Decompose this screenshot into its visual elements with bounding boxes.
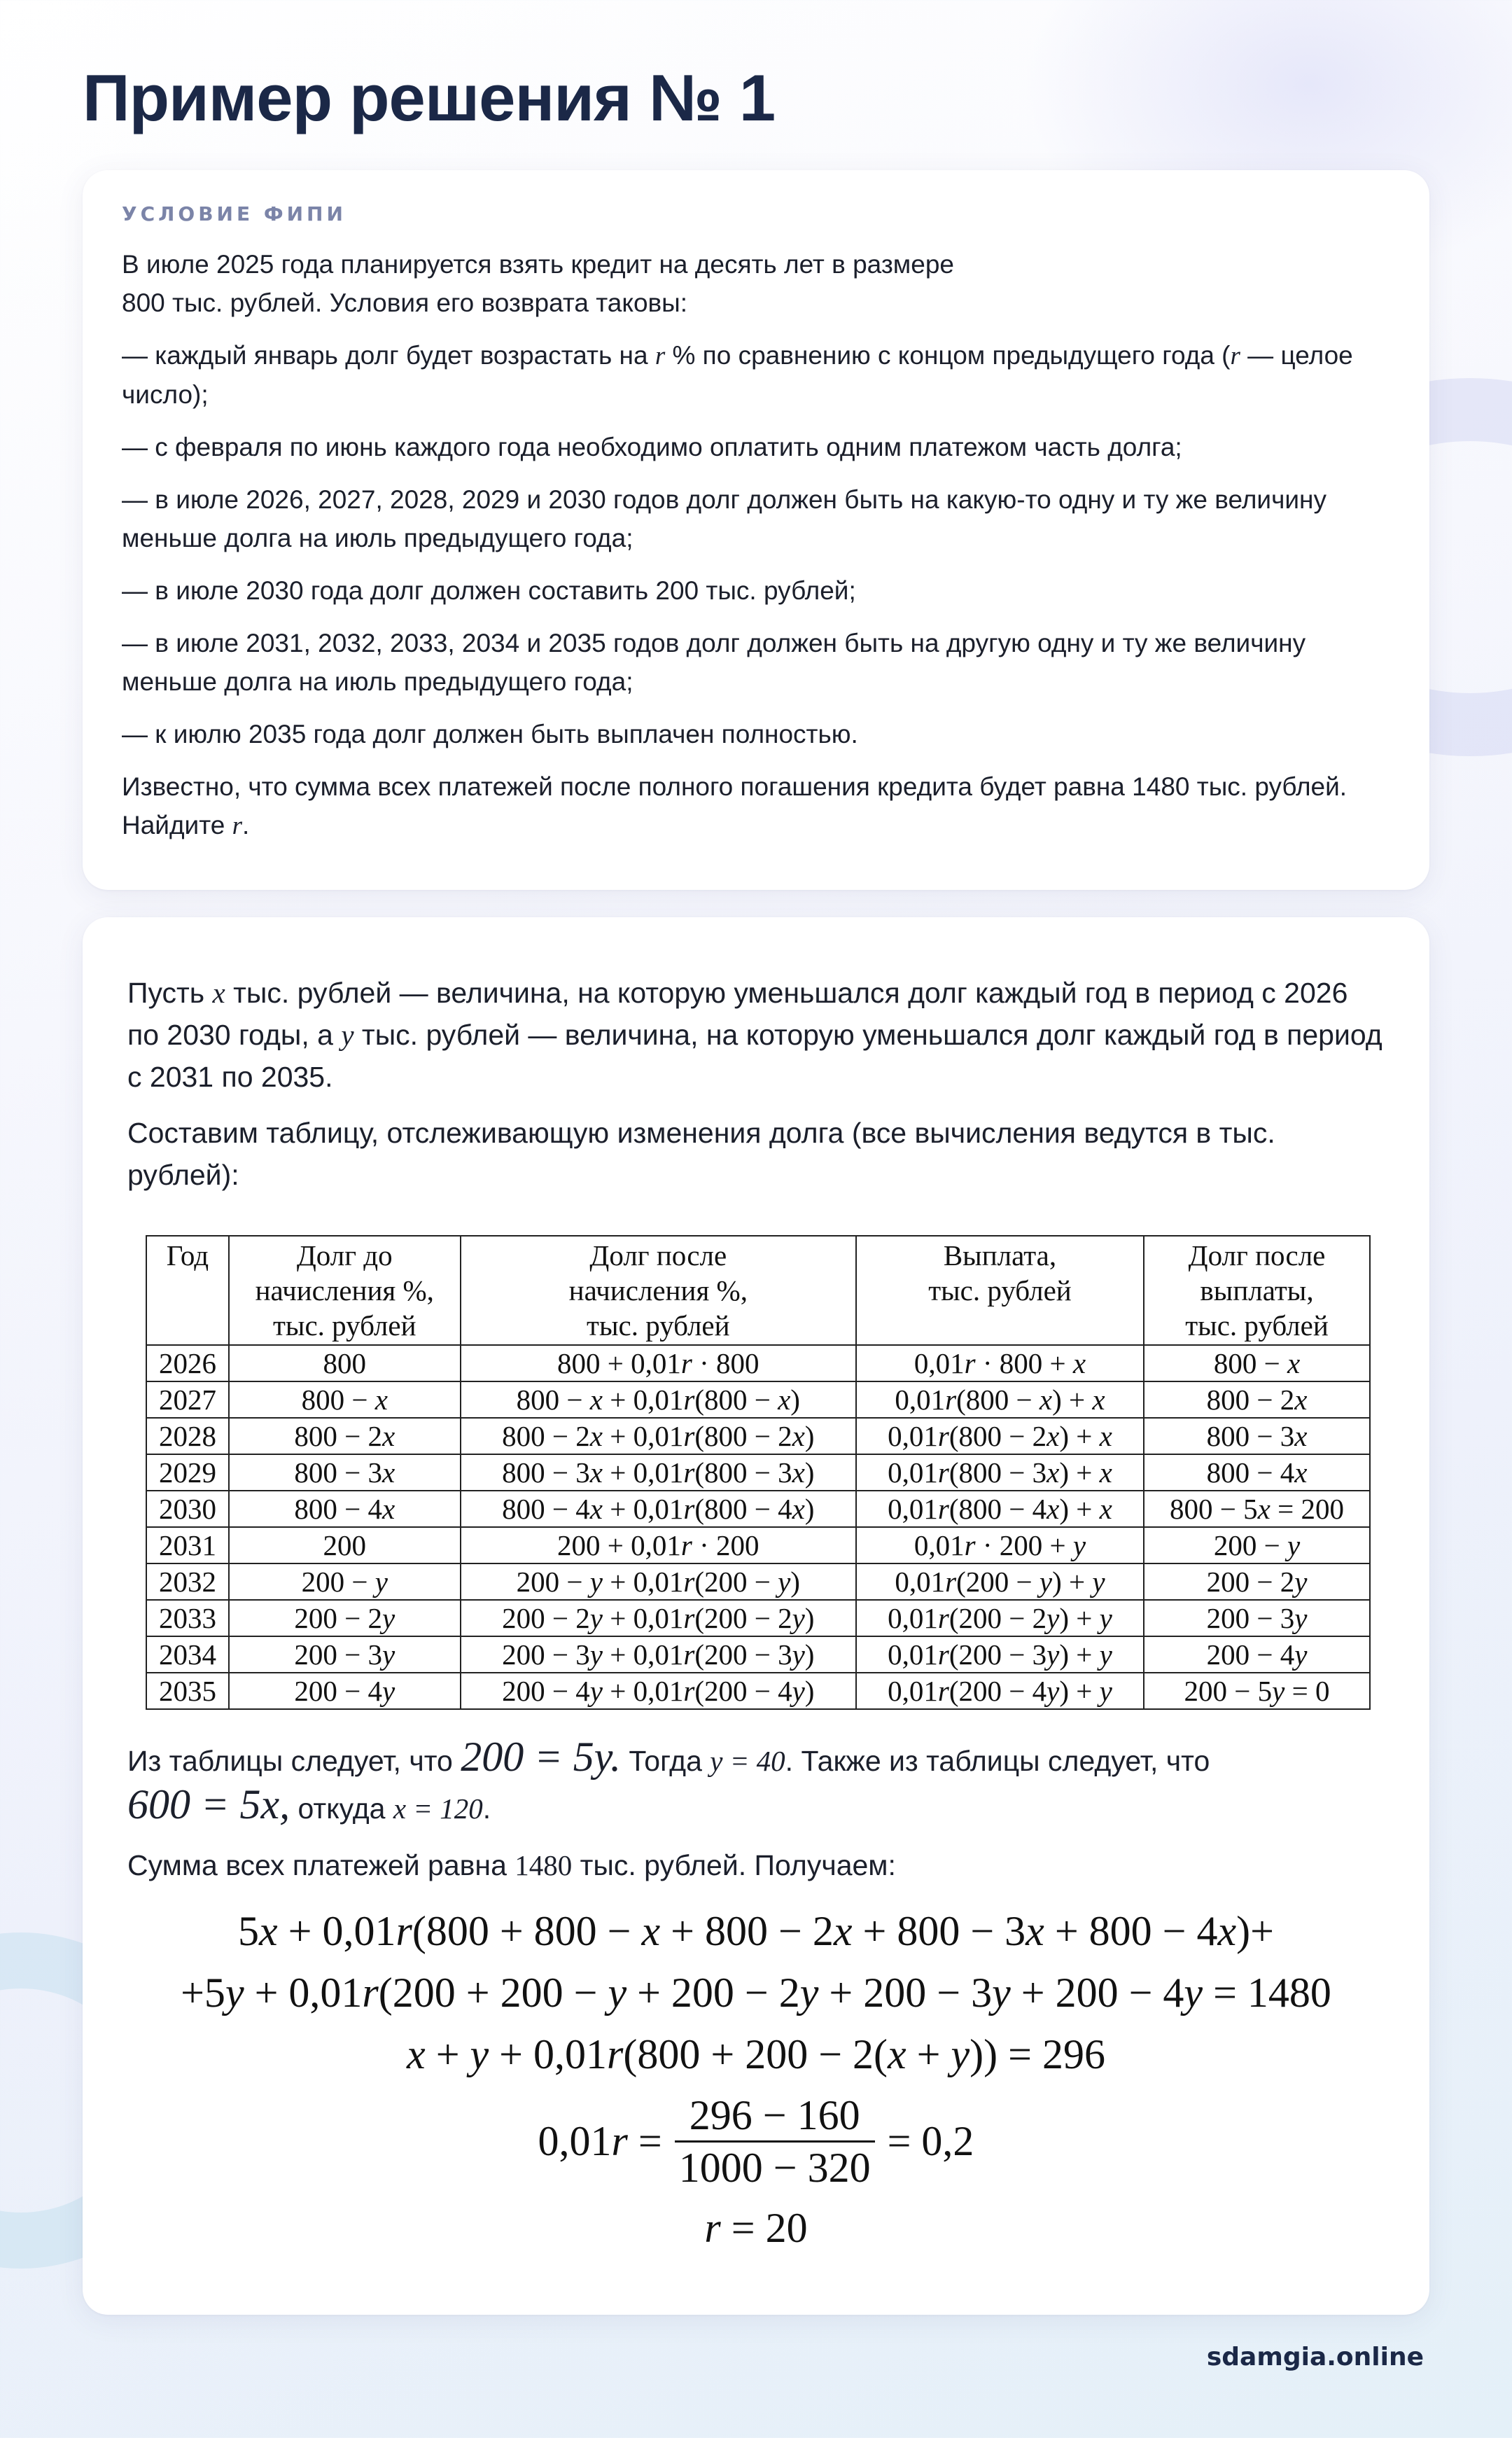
table-row (146, 1527, 1370, 1563)
equation-4-rhs: = 0,2 (887, 2117, 974, 2164)
table-cell: 200 − y (1144, 1527, 1370, 1563)
table-cell: 800 − 3x (1144, 1418, 1370, 1454)
table-cell: 200 − 3y (1144, 1600, 1370, 1636)
table-cell: 200 − 4y + 0,01r(200 − 4y) (461, 1673, 856, 1709)
table-cell: 2033 (146, 1600, 229, 1636)
table-cell: 800 − 2x (1144, 1381, 1370, 1418)
table-cell: 800 − x (229, 1381, 461, 1418)
debt-table (146, 1235, 1371, 1710)
condition-paragraph-1: В июле 2025 года планируется взять кредит на десять лет в размере 800 тыс. рублей. Условия его возврата таковы: (122, 250, 954, 317)
table-header-cell: Долг после выплаты, тыс. рублей (1144, 1236, 1370, 1345)
condition-paragraph-3: — с февраля по июнь каждого года необходимо оплатить одним платежом часть долга; (122, 433, 1182, 461)
condition-card (83, 170, 1429, 890)
table-header-cell: Выплата, тыс. рублей (856, 1236, 1144, 1345)
table-cell: 0,01r(800 − 4x) + x (856, 1491, 1144, 1527)
table-header-cell: Год (146, 1236, 229, 1345)
table-cell: 800 (229, 1345, 461, 1381)
table-cell: 800 + 0,01r · 800 (461, 1345, 856, 1381)
table-cell: 0,01r(200 − 3y) + y (856, 1636, 1144, 1673)
table-cell: 200 − 2y + 0,01r(200 − 2y) (461, 1600, 856, 1636)
condition-label: УСЛОВИЕ ФИПИ (122, 202, 346, 225)
table-cell: 800 − x + 0,01r(800 − x) (461, 1381, 856, 1418)
table-cell: 800 − 3x + 0,01r(800 − 3x) (461, 1454, 856, 1491)
table-row (146, 1418, 1370, 1454)
table-cell: 2027 (146, 1381, 229, 1418)
solution-paragraph-4: Сумма всех платежей равна 1480 тыс. рублей. Получаем: (127, 1849, 896, 1881)
table-cell: 0,01r(800 − 3x) + x (856, 1454, 1144, 1491)
table-cell: 0,01r(200 − 4y) + y (856, 1673, 1144, 1709)
table-cell: 0,01r(200 − 2y) + y (856, 1600, 1144, 1636)
fraction (675, 2093, 875, 2190)
table-cell: 800 − 2x (229, 1418, 461, 1454)
table-cell: 200 − 4y (229, 1673, 461, 1709)
table-cell: 2028 (146, 1418, 229, 1454)
table-cell: 800 − 4x + 0,01r(800 − 4x) (461, 1491, 856, 1527)
table-cell: 200 + 0,01r · 200 (461, 1527, 856, 1563)
table-cell: 2026 (146, 1345, 229, 1381)
fraction-denominator: 1000 − 320 (675, 2140, 875, 2190)
solution-paragraph-2: Составим таблицу, отслеживающую изменения долга (все вычисления ведутся в тыс. рублей): (127, 1117, 1275, 1191)
table-cell: 800 − 5x = 200 (1144, 1491, 1370, 1527)
table-row (146, 1454, 1370, 1491)
table-row (146, 1673, 1370, 1709)
solution-card (83, 917, 1429, 2315)
table-cell: 800 − 2x + 0,01r(800 − 2x) (461, 1418, 856, 1454)
table-row (146, 1345, 1370, 1381)
table-row (146, 1636, 1370, 1673)
condition-paragraph-2: — каждый январь долг будет возрастать на r % по сравнению с концом предыдущего года (r — целое число); (122, 341, 1353, 409)
equation-line-3: x + y + 0,01r(800 + 200 − 2(x + y)) = 296 (407, 2031, 1105, 2077)
table-cell: 200 − 2y (1144, 1563, 1370, 1600)
table-cell: 200 − 5y = 0 (1144, 1673, 1370, 1709)
table-row (146, 1563, 1370, 1600)
table-cell: 800 − 3x (229, 1454, 461, 1491)
table-cell: 200 − y + 0,01r(200 − y) (461, 1563, 856, 1600)
table-cell: 0,01r · 800 + x (856, 1345, 1144, 1381)
table-row (146, 1600, 1370, 1636)
table-row (146, 1381, 1370, 1418)
table-cell: 2031 (146, 1527, 229, 1563)
debt-table-header-row (146, 1236, 1370, 1345)
table-cell: 0,01r · 200 + y (856, 1527, 1144, 1563)
solution-paragraph-3: Из таблицы следует, что 200 = 5y. Тогда y = 40. Также из таблицы следует, что 600 = 5x, откуда x = 120. (127, 1734, 1210, 1827)
page-title: Пример решения № 1 (83, 61, 776, 134)
equation-line-4 (127, 2085, 1385, 2197)
condition-paragraph-7: — к июлю 2035 года долг должен быть выплачен полностью. (122, 720, 858, 748)
table-cell: 2032 (146, 1563, 229, 1600)
table-cell: 0,01r(800 − 2x) + x (856, 1418, 1144, 1454)
condition-paragraph-8: Известно, что сумма всех платежей после полного погашения кредита будет равна 1480 тыс. рублей. Найдите r. (122, 772, 1348, 840)
table-cell: 2029 (146, 1454, 229, 1491)
equation-line-2: +5y + 0,01r(200 + 200 − y + 200 − 2y + 200 − 3y + 200 − 4y = 1480 (181, 1970, 1331, 2016)
table-cell: 200 − 3y + 0,01r(200 − 3y) (461, 1636, 856, 1673)
table-cell: 200 − 3y (229, 1636, 461, 1673)
table-cell: 2034 (146, 1636, 229, 1673)
table-header-cell: Долг до начисления %, тыс. рублей (229, 1236, 461, 1345)
table-cell: 2035 (146, 1673, 229, 1709)
table-cell: 200 − 4y (1144, 1636, 1370, 1673)
table-cell: 0,01r(800 − x) + x (856, 1381, 1144, 1418)
condition-paragraph-4: — в июле 2026, 2027, 2028, 2029 и 2030 годов долг должен быть на какую-то одну и ту же величину меньше долга на июль предыдущего года; (122, 485, 1326, 552)
table-cell: 200 (229, 1527, 461, 1563)
condition-paragraph-5: — в июле 2030 года долг должен составить 200 тыс. рублей; (122, 576, 856, 605)
table-cell: 2030 (146, 1491, 229, 1527)
table-cell: 800 − 4x (229, 1491, 461, 1527)
equation-line-5: r = 20 (704, 2205, 808, 2251)
condition-paragraph-6: — в июле 2031, 2032, 2033, 2034 и 2035 годов долг должен быть на другую одну и ту же величину меньше долга на июль предыдущего года; (122, 629, 1306, 696)
table-cell: 800 − x (1144, 1345, 1370, 1381)
table-row (146, 1491, 1370, 1527)
table-cell: 200 − y (229, 1563, 461, 1600)
solution-paragraph-1: Пусть x тыс. рублей — величина, на которую уменьшался долг каждый год в период с 2026 по 2030 годы, а y тыс. рублей — величина, на которую уменьшался долг каждый год в период с 2031 по 2035. (127, 977, 1382, 1093)
equation-line-1: 5x + 0,01r(800 + 800 − x + 800 − 2x + 800 − 3x + 800 − 4x)+ (238, 1908, 1274, 1954)
table-cell: 200 − 2y (229, 1600, 461, 1636)
equation-block (127, 1900, 1385, 2259)
table-cell: 0,01r(200 − y) + y (856, 1563, 1144, 1600)
table-cell: 800 − 4x (1144, 1454, 1370, 1491)
debt-table-body (146, 1345, 1370, 1709)
table-header-cell: Долг после начисления %, тыс. рублей (461, 1236, 856, 1345)
site-watermark: sdamgia.online (1206, 2343, 1424, 2371)
fraction-numerator: 296 − 160 (689, 2091, 860, 2138)
equation-4-lhs: 0,01r = (538, 2117, 662, 2164)
